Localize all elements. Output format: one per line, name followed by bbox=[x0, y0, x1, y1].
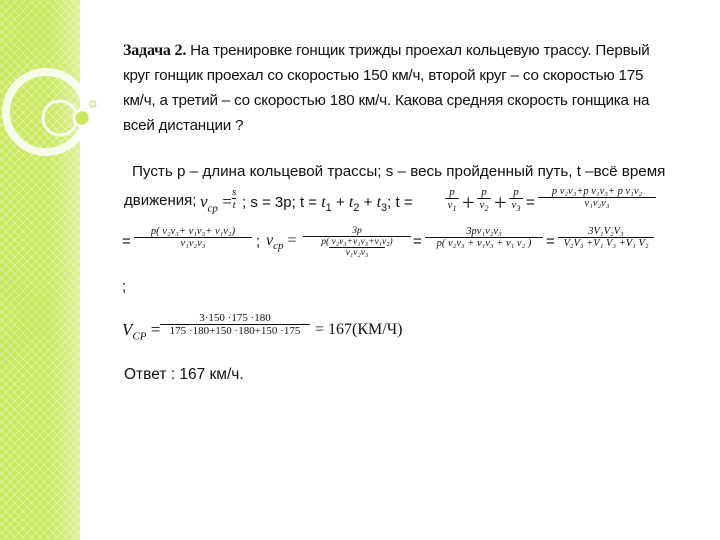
v1-sub: 1 bbox=[452, 204, 457, 214]
row2-mid bbox=[242, 194, 413, 214]
frac-final-symbolic bbox=[558, 226, 654, 249]
frac6-num: 3V₁V₂V₃ bbox=[588, 226, 624, 237]
formula-row-2 bbox=[124, 192, 196, 210]
solution-intro: Пусть р – длина кольцевой трассы; s – весь пройденный путь, t –всё время bbox=[132, 163, 666, 180]
v3-sub: 3 bbox=[516, 204, 521, 214]
big-num: p v₂v₃+p v₁v₃+ p v₁v₂ bbox=[551, 186, 643, 197]
vcp2-eq: = bbox=[283, 232, 297, 249]
large-ring-icon bbox=[6, 72, 86, 152]
small-ring-icon bbox=[43, 101, 77, 135]
frac5-den: p( v₂v₃ + v₁v₃ + v₁ v₂ ) bbox=[436, 238, 532, 249]
frac-numeric bbox=[160, 312, 310, 337]
frac-big bbox=[538, 186, 656, 209]
frac3-den: v₁v₂v₃ bbox=[180, 238, 206, 249]
semicolon-a: ; bbox=[256, 233, 261, 250]
row2-prefix: движения; bbox=[124, 192, 197, 209]
p-num-1: p bbox=[449, 186, 455, 198]
v1: v bbox=[447, 199, 453, 211]
p-num-2: p bbox=[481, 186, 487, 198]
frac-s-over-t bbox=[232, 186, 236, 211]
vcp-symbol bbox=[200, 192, 232, 214]
t3-sub: 3 bbox=[381, 202, 388, 214]
frac-complex bbox=[303, 226, 411, 258]
frac-factored bbox=[134, 226, 252, 249]
vcp2-sub: cp bbox=[273, 240, 284, 253]
vcp-eq: = bbox=[217, 192, 232, 211]
plus2: + bbox=[359, 194, 377, 211]
task-text: На тренировке гонщик трижды проехал кольцевую трассу. Первый круг гонщик проехал со скоростью 150 км/ч, второй круг – со скоростью 175 км/ч, а третий – со скоростью 180 км/ч. Какова средняя скорость гонщика на всей дистанции ? bbox=[123, 42, 650, 134]
tiny-dot-icon bbox=[90, 101, 96, 107]
t2-symbol: t bbox=[348, 194, 354, 211]
t1-sub: 1 bbox=[325, 202, 332, 214]
vcp-caps-eq: = bbox=[146, 320, 161, 339]
big-den: v₁v₂v₃ bbox=[584, 198, 610, 209]
vcp-caps bbox=[122, 320, 160, 342]
t1-symbol: t bbox=[321, 194, 326, 211]
p-num-3: p bbox=[513, 186, 519, 198]
row2-sep1: ; s = 3p; t = bbox=[242, 194, 322, 211]
row2-sep2: ; t = bbox=[387, 194, 413, 211]
frac4-den-den: v₁v₂v₃ bbox=[345, 248, 369, 258]
v2: v bbox=[479, 199, 485, 211]
result-value: = 167(КМ/Ч) bbox=[315, 321, 403, 338]
v3: v bbox=[511, 199, 517, 211]
frac-t-den: t bbox=[232, 199, 236, 211]
plus-b: + bbox=[494, 190, 507, 215]
vcp-symbol-2 bbox=[266, 232, 297, 252]
vcp-v: v bbox=[200, 192, 208, 211]
slide-content bbox=[110, 38, 670, 508]
eq-row3b: = bbox=[413, 233, 422, 250]
v2-sub: 2 bbox=[484, 204, 489, 214]
calc-num: 3·150 ·175 ·180 bbox=[199, 312, 271, 324]
plus1: + bbox=[331, 194, 349, 211]
frac-expanded bbox=[425, 226, 543, 249]
frac-p-v2 bbox=[477, 186, 491, 213]
vcp-caps-sub: CP bbox=[132, 330, 147, 343]
vcp-sub: cp bbox=[207, 202, 218, 215]
frac6-den: V₂V₃ +V₁ V₃ +V₁ V₂ bbox=[563, 238, 649, 249]
eq-row3: = bbox=[122, 233, 131, 250]
plus-a: + bbox=[462, 190, 475, 215]
vcp2-v: v bbox=[266, 232, 274, 249]
lone-semicolon: ; bbox=[122, 278, 127, 295]
t3-symbol: t bbox=[376, 194, 382, 211]
frac4-den-num: p( v₂v₃+v₁v₃+v₁v₂) bbox=[321, 237, 393, 247]
eq-big: = bbox=[526, 194, 535, 211]
t2-sub: 2 bbox=[353, 202, 360, 214]
calc-den: 175 ·180+150 ·180+150 ·175 bbox=[169, 325, 301, 337]
task-title: Задача 2. bbox=[123, 42, 187, 59]
answer-text: Ответ : 167 км/ч. bbox=[124, 366, 244, 383]
eq-row3c: = bbox=[546, 233, 555, 250]
frac5-num: 3pv₁v₂v₃ bbox=[466, 226, 502, 237]
task-paragraph bbox=[123, 38, 668, 138]
frac-s-num: s bbox=[232, 186, 237, 198]
bullet-dot-icon bbox=[74, 110, 90, 126]
frac-p-v3 bbox=[509, 186, 523, 213]
frac4-num: 3p bbox=[352, 226, 362, 236]
vcp-caps-v: V bbox=[122, 320, 133, 339]
frac3-num: p( v₂v₃+ v₁v₃+ v₁v₂) bbox=[150, 226, 236, 237]
frac-p-v1 bbox=[445, 186, 459, 213]
